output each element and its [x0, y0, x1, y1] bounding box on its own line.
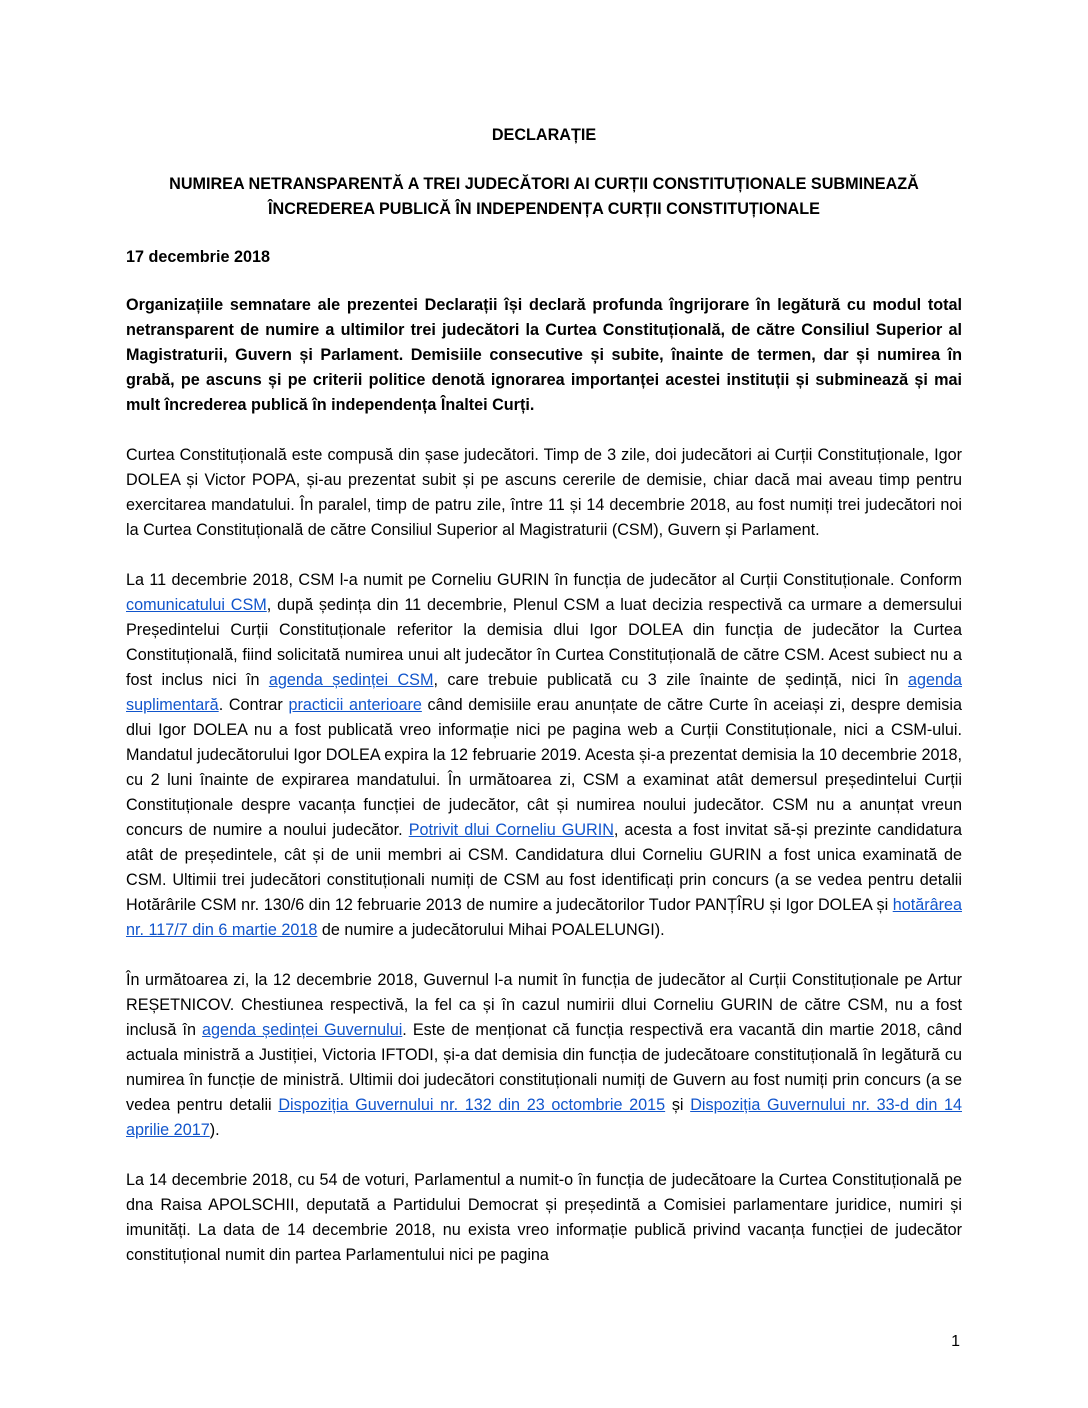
text-segment: ).: [209, 1121, 220, 1139]
intro-paragraph: Organizațiile semnatare ale prezentei Declarații își declară profunda îngrijorare în legătură cu modul total netransparent de numire a ultimilor trei judecători la Curtea Constituțională, de către Consiliul Superior al Magistraturii, Guvern și Parlament. Demisiile consecutive și subite, înainte de termen, dar și numirea în grabă, pe ascuns și pe criterii politice denotă ignorarea importanței acestei instituții și subminează și mai mult încrederea publică în independența Înaltei Curți.: [126, 296, 962, 414]
text-segment: de numire a judecătorului Mihai POALELUNGI).: [317, 921, 665, 939]
link-hotararea-117[interactable]: hotărârea nr. 117/7 din 6 martie 2018: [126, 896, 962, 939]
text-segment: , după ședința din 11 decembrie, Plenul CSM a luat decizia respectivă ca urmare a demersului Președintelui Curții Constituționale referitor la demisia dlui Igor DOLEA din funcția de judecător la Curtea Constituțională, fiind solicitată numirea unui alt judecător în Curtea Constituțională de către CSM. Acest subiect nu a fost inclus nici în: [126, 596, 962, 689]
page-number: 1: [951, 1333, 960, 1350]
link-comunicat-csm[interactable]: comunicatului CSM: [126, 596, 267, 614]
paragraph-parlament: La 14 decembrie 2018, cu 54 de voturi, Parlamentul a numit-o în funcția de judecătoare la Curtea Constituțională pe dna Raisa APOLSCHII, deputată a Partidului Democrat și președintă a Comisiei parlamentare juridice, numiri și imunități. La data de 14 decembrie 2018, nu exista vreo informație publică privind vacanța funcției de judecător constituțional numit din partea Parlamentului nici pe pagina: [126, 1171, 962, 1264]
link-agenda-guvern[interactable]: agenda ședinței Guvernului: [202, 1021, 403, 1039]
document-title: DECLARAȚIE: [491, 126, 597, 144]
document-date: 17 decembrie 2018: [126, 248, 270, 266]
text-segment: În următoarea zi, la 12 decembrie 2018, Guvernul l-a numit în funcția de judecător al Curții Constituționale pe Artur REȘETNICOV. Chestiunea respectivă, la fel ca și în cazul numirii dlui Corneliu GURIN de către CSM, nu a fost inclusă în: [126, 971, 962, 1039]
text-segment: , acesta a fost invitat să-și prezinte candidatura atât de președintele, cât și de unii membri ai CSM. Candidatura dlui Corneliu GURIN a fost unica examinată de CSM. Ultimii trei judecători constituționali numiți de CSM au fost identificați prin concurs (a se vedea pentru detalii Hotărârile CSM nr. 130/6 din 12 februarie 2013 de numire a judecătorilor Tudor PANȚÎRU și Igor DOLEA și: [126, 821, 962, 914]
document-subtitle: NUMIREA NETRANSPARENTĂ A TREI JUDECĂTORI AI CURȚII CONSTITUȚIONALE SUBMINEAZĂ ÎNCREDEREA PUBLICĂ ÎN INDEPENDENȚA CURȚII CONSTITUȚIONALE: [169, 175, 919, 218]
text-segment: când demisiile erau anunțate de către Curte în aceiași zi, despre demisia dlui Igor DOLEA nu a fost publicată vreo informație nici pe pagina web a Curții Constituționale, nici a CSM-ului. Mandatul judecătorului Igor DOLEA expira la 12 februarie 2019. Acesta și-a prezentat demisia la 10 decembrie 2018, cu 2 luni înainte de expirarea mandatului. În următoarea zi, CSM a examinat atât demersul președintelui Curții Constituționale despre vacanța funcției de judecător, cât și numirea noului judecător. CSM nu a anunțat vreun concurs de numire a noului judecător.: [126, 696, 962, 839]
text-segment: și: [665, 1096, 691, 1114]
paragraph-csm: [126, 568, 962, 943]
document-body: [126, 123, 962, 1293]
link-dispozitia-33d[interactable]: Dispoziția Guvernului nr. 33-d din 14 aprilie 2017: [126, 1096, 962, 1139]
text-segment: . Este de menționat că funcția respectivă era vacantă din martie 2018, când actuala ministră a Justiției, Victoria IFTODI, și-a dat demisia din funcția de judecătoare constituțională în legătură cu numirea în funcție de ministră. Ultimii doi judecători constituționali numiți de Guvern au fost numiți prin concurs (a se vedea pentru detalii: [126, 1021, 963, 1114]
paragraph-guvern: [126, 968, 962, 1143]
link-potrivit-gurin[interactable]: Potrivit dlui Corneliu GURIN: [408, 821, 614, 839]
text-segment: , care trebuie publicată cu 3 zile înainte de ședință, nici în: [433, 671, 908, 689]
paragraph-composition: Curtea Constituțională este compusă din șase judecători. Timp de 3 zile, doi judecători ai Curții Constituționale, Igor DOLEA și Victor POPA, și-au prezentat subit și pe ascuns cererile de demisie, chiar dacă mai aveau timp pentru exercitarea mandatului. În paralel, timp de patru zile, între 11 și 14 decembrie 2018, au fost numiți trei judecători noi la Curtea Constituțională de către Consiliul Superior al Magistraturii (CSM), Guvern și Parlament.: [126, 446, 962, 539]
link-agenda-sedinta-csm[interactable]: agenda ședinței CSM: [268, 671, 434, 689]
text-segment: . Contrar: [218, 696, 289, 714]
link-agenda-suplimentara[interactable]: agenda suplimentară: [126, 671, 962, 714]
link-practicii-anterioare[interactable]: practicii anterioare: [288, 696, 422, 714]
link-dispozitia-132[interactable]: Dispoziția Guvernului nr. 132 din 23 octombrie 2015: [278, 1096, 666, 1114]
text-segment: La 11 decembrie 2018, CSM l-a numit pe Corneliu GURIN în funcția de judecător al Curții Constituționale. Conform: [126, 571, 962, 589]
